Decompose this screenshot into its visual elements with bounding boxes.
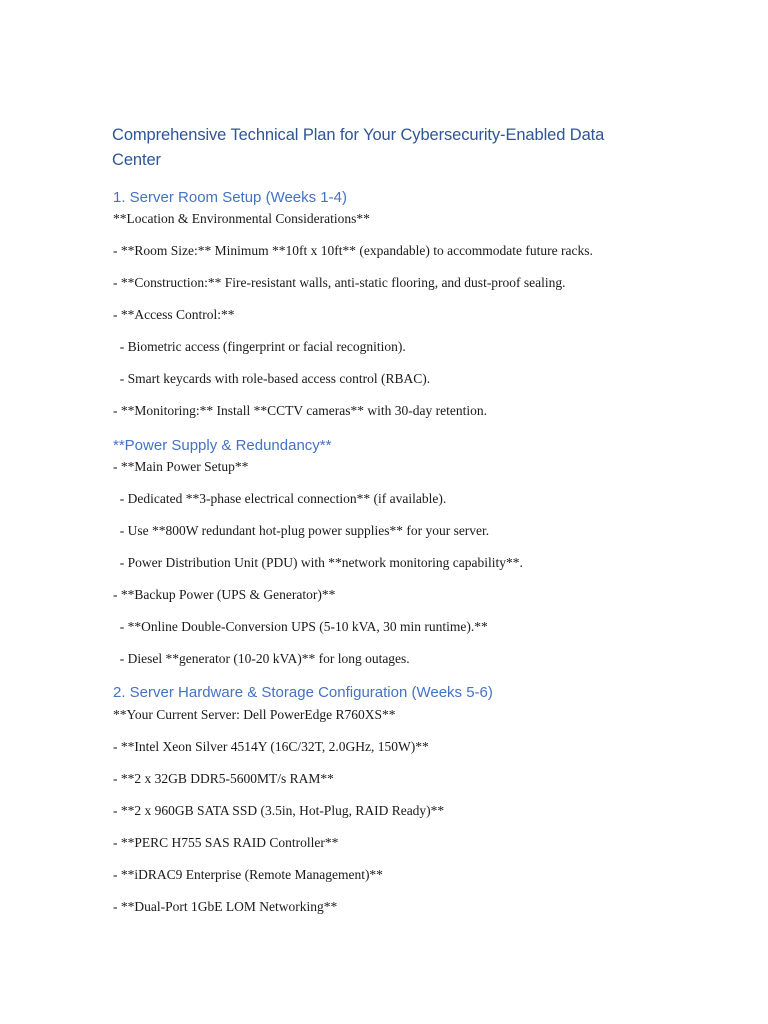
section-heading-power-supply: **Power Supply & Redundancy** [113, 437, 332, 454]
paragraph-line: - **Monitoring:** Install **CCTV cameras** with 30-day retention. [113, 403, 487, 418]
paragraph-line: - **iDRAC9 Enterprise (Remote Management)** [113, 867, 383, 882]
document-title: Comprehensive Technical Plan for Your Cybersecurity-Enabled Data Center [112, 126, 605, 169]
paragraph-line: - **PERC H755 SAS RAID Controller** [113, 835, 339, 850]
paragraph-line: **Location & Environmental Considerations** [113, 211, 370, 226]
paragraph-line: - **Room Size:** Minimum **10ft x 10ft** (expandable) to accommodate future racks. [113, 243, 593, 258]
paragraph-line: - **Intel Xeon Silver 4514Y (16C/32T, 2.0GHz, 150W)** [113, 739, 429, 754]
paragraph-line: - Dedicated **3-phase electrical connection** (if available). [113, 491, 447, 506]
paragraph-line: - **Backup Power (UPS & Generator)** [113, 587, 336, 602]
paragraph-line: **Your Current Server: Dell PowerEdge R760XS** [113, 707, 396, 722]
paragraph-line: - **Access Control:** [113, 307, 235, 322]
section-heading-server-room-setup: 1. Server Room Setup (Weeks 1-4) [113, 189, 347, 206]
paragraph-line: - Smart keycards with role-based access control (RBAC). [113, 371, 431, 386]
paragraph-line: - **2 x 32GB DDR5-5600MT/s RAM** [113, 771, 334, 786]
paragraph-line: - **Dual-Port 1GbE LOM Networking** [113, 899, 338, 914]
paragraph-line: - Power Distribution Unit (PDU) with **network monitoring capability**. [113, 555, 523, 570]
paragraph-line: - **Construction:** Fire-resistant walls, anti-static flooring, and dust-proof sealing. [113, 275, 566, 290]
paragraph-line: - **2 x 960GB SATA SSD (3.5in, Hot-Plug, RAID Ready)** [113, 803, 445, 818]
paragraph-line: - Biometric access (fingerprint or facial recognition). [113, 339, 406, 354]
paragraph-line: - **Main Power Setup** [113, 459, 249, 474]
section-heading-server-hardware: 2. Server Hardware & Storage Configuration (Weeks 5-6) [113, 684, 493, 701]
paragraph-line: - **Online Double-Conversion UPS (5-10 kVA, 30 min runtime).** [113, 619, 488, 634]
paragraph-line: - Use **800W redundant hot-plug power supplies** for your server. [113, 523, 490, 538]
paragraph-line: - Diesel **generator (10-20 kVA)** for long outages. [113, 651, 410, 666]
